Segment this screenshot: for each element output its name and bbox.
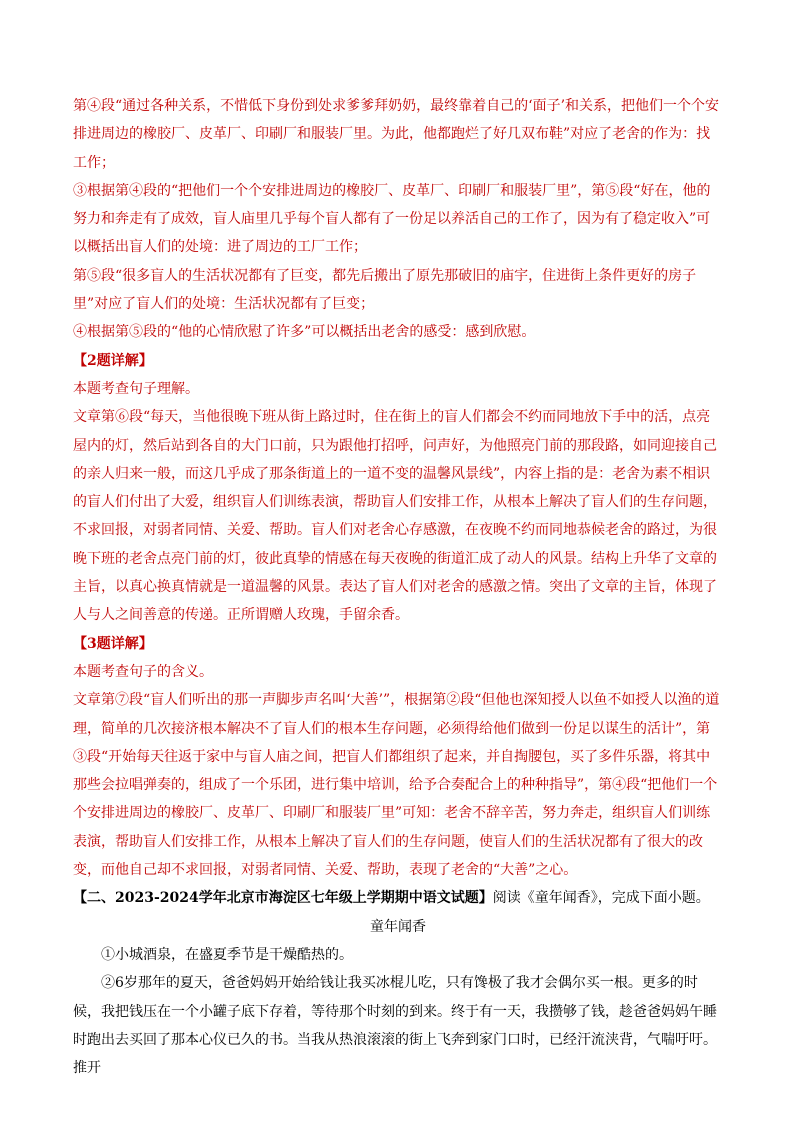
answer-paragraph: ④根据第⑤段的“他的心情欣慰了许多”可以概括出老舍的感受：感到欣慰。	[73, 324, 536, 341]
answer-paragraph: 文章第⑦段“盲人们听出的那一声脚步声名叫‘大善’”，根据第②段“但他也深知授人以鱼不如授人以渔的道理，简单的几次接济根本解决不了盲人们的根本生存问题，必须得给他们做到一份足以谋生的活计”，第③段“开始每天往返于家中与盲人庙之间，把盲人们都组织了起来，并自掏腰包，买了多件乐器，将其中那些会拉唱弹奏的，组成了一个乐团，进行集中培训，给予合奏配合上的种种指导”，第④段“把他们一个个安排进周边的橡胶厂、皮革厂、印刷厂和服装厂里”可知：老舍不辞辛苦，努力奔走，组织盲人们训练表演，帮助盲人们安排工作，从根本上解决了盲人们的生存问题，使盲人们的生活状况都有了很大的改变，而他自己却不求回报，对弱者同情、关爱、帮助，表现了老舍的“大善”之心。	[73, 692, 720, 879]
article-paragraph: ①小城酒泉，在盛夏季节是干燥酷热的。	[101, 946, 353, 963]
answer-paragraph: 第④段“通过各种关系，不惜低下身份到处求爹爹拜奶奶，最终靠着自己的‘面子’和关系，把他们一个个安排进周边的橡胶厂、皮革厂、印刷厂和服装厂里。为此，他都跑烂了好几双布鞋”对应了老舍的作为：找工作；	[73, 98, 720, 171]
page-content	[73, 92, 723, 1082]
article-paragraph: ②6岁那年的夏天，爸爸妈妈开始给钱让我买冰棍儿吃，只有馋极了我才会偶尔买一根。更多的时候，我把钱压在一个小罐子底下存着，等待那个时刻的到来。终于有一天，我攒够了钱，趁爸爸妈妈午睡时跑出去买回了那本心仪已久的书。当我从热浪滚滚的街上飞奔到家门口时，已经汗流浃背，气喘吁吁。推开	[73, 975, 717, 1077]
question-source: 【二、2023-2024学年北京市海淀区七年级上学期期中语文试题】	[73, 890, 493, 907]
answer-explanation-section	[73, 92, 723, 884]
question-header	[73, 884, 723, 912]
answer-paragraph: 【3题详解】	[73, 635, 153, 652]
answer-paragraph: 第⑤段“很多盲人的生活状况都有了巨变，都先后搬出了原先那破旧的庙宇，住进街上条件更好的房子里”对应了盲人们的处境：生活状况都有了巨变；	[73, 267, 697, 313]
answer-paragraph: 本题考查句子理解。	[73, 380, 199, 397]
answer-paragraph: ③根据第④段的“把他们一个个安排进周边的橡胶厂、皮革厂、印刷厂和服装厂里”，第⑤段“好在，他的努力和奔走有了成效，盲人庙里几乎每个盲人都有了一份足以养活自己的工作了，因为有了稳定收入”可以概括出盲人们的处境：进了周边的工厂工作；	[73, 182, 711, 256]
question-instruction: 阅读《童年闻香》，完成下面小题。	[492, 890, 710, 907]
article-title: 童年闻香	[370, 918, 426, 935]
answer-paragraph: 【2题详解】	[73, 352, 153, 369]
answer-paragraph: 文章第⑥段“每天，当他很晚下班从街上路过时，住在街上的盲人们都会不约而同地放下手中的活，点亮屋内的灯，然后站到各自的大门口前，只为跟他打招呼，问声好，为他照亮门前的那段路，如同迎接自己的亲人归来一般，而这几乎成了那条街道上的一道不变的温馨风景线”，内容上指的是：老舍为素不相识的盲人们付出了大爱，组织盲人们训练表演，帮助盲人们安排工作，从根本上解决了盲人们的生存问题，不求回报，对弱者同情、关爱、帮助。盲人们对老舍心存感激，在夜晚不约而同地恭候老舍的路过，为很晚下班的老舍点亮门前的灯，彼此真挚的情感在每天夜晚的街道汇成了动人的风景。结构上升华了文章的主旨，以真心换真情就是一道温馨的风景。表达了盲人们对老舍的感激之情。突出了文章的主旨，体现了人与人之间善意的传递。正所谓赠人玫瑰，手留余香。	[73, 409, 717, 624]
answer-paragraph: 本题考查句子的含义。	[73, 663, 213, 680]
article-body	[73, 941, 723, 1082]
